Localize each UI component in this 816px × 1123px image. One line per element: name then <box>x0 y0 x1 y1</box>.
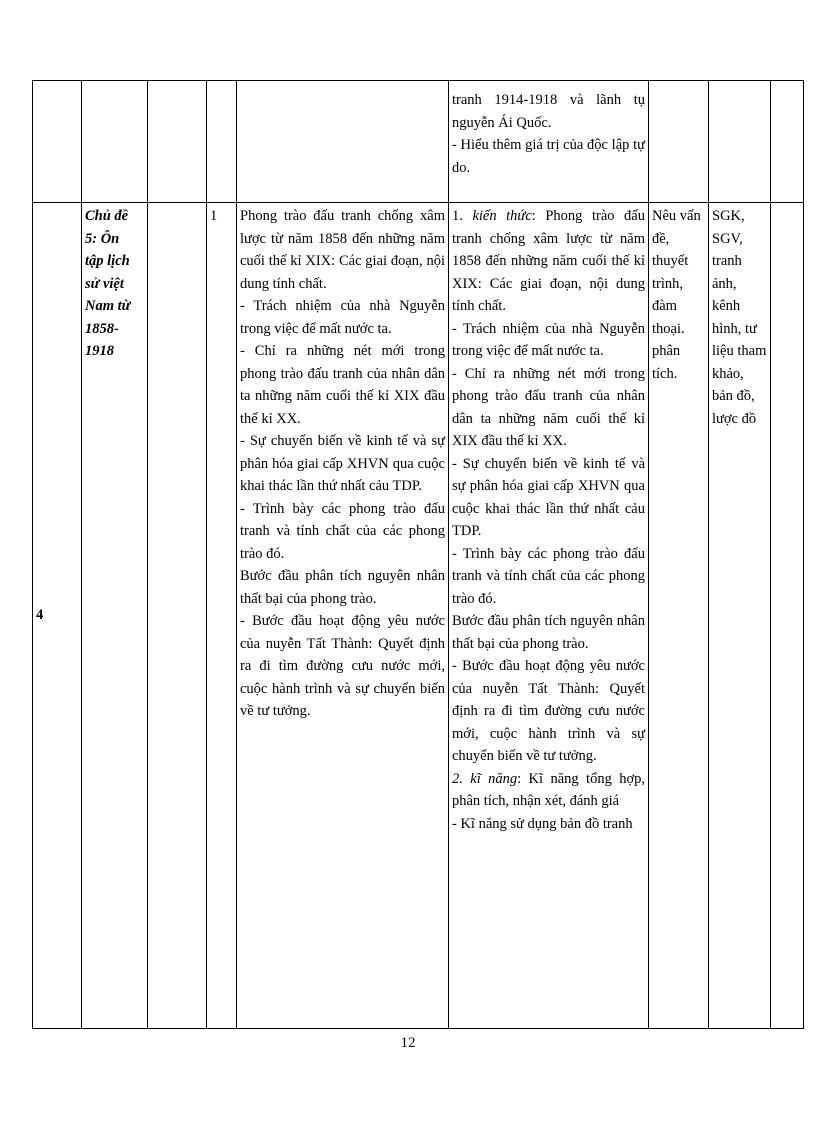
materials-cell <box>709 81 771 203</box>
page-number: 12 <box>400 1035 416 1051</box>
knowledge-label: kiến thức <box>472 208 532 224</box>
topic-cell <box>82 203 148 1029</box>
periods-cell <box>207 81 237 203</box>
objective-line: - Chỉ ra những nét mới trong phong trào đấu tranh của nhân dân ta những năm cuối thế kỉ XIX đầu thế kỉ XX. <box>452 365 645 449</box>
content-line: - Sự chuyển biến về kinh tế và sự phân hóa giai cấp XHVN qua cuộc khai thác lần thứ nhất cảu TDP. <box>240 433 445 494</box>
week-number: 4 <box>33 203 82 1029</box>
knowledge-heading: 1. kiến thức: Phong trào đấu tranh chống xâm lược từ năm 1858 đến những năm cuối thế kỉ XIX: Các giai đoạn, nội dung tính chất. <box>452 208 645 314</box>
objective-line: - Trình bày các phong trào đấu tranh và tính chất của các phong trào đó. <box>452 545 645 607</box>
objective-line: Bước đầu phân tích nguyên nhân thất bại của phong trào. <box>452 613 645 652</box>
methods-cell: Nêu vấn đề, thuyết trình, đàm thoại. phân tích. <box>649 203 709 1029</box>
objective-line: - Bước đầu hoạt động yêu nước của nuyễn Tất Thành: Quyết định ra đi tìm đường cưu nước mới, cuộc hành trình và sự chuyển biến về tư tưởng. <box>452 658 645 764</box>
week-cell <box>33 81 82 203</box>
objective-line: tranh 1914-1918 và lãnh tụ nguyễn Ái Quốc. <box>452 92 645 131</box>
table-row <box>33 203 804 1029</box>
content-cell <box>237 203 449 1029</box>
content-line: - Bước đầu hoạt động yêu nước của nuyễn Tất Thành: Quyết định ra đi tìm đường cưu nước mới, cuộc hành trình và sự chuyển biến về tư tưởng. <box>240 613 445 719</box>
skill-label: 2. kĩ năng <box>452 770 518 787</box>
lesson-plan-table <box>32 80 804 1029</box>
skill-heading: 2. kĩ năng: Kĩ năng tổng hợp, phân tích, nhận xét, đánh giá <box>452 770 645 809</box>
content-line: - Trình bày các phong trào đấu tranh và tính chất của các phong trào đó. <box>240 500 445 562</box>
notes-cell <box>771 203 804 1029</box>
topic-line: 1918 <box>85 343 114 359</box>
content-line: - Chỉ ra những nét mới trong phong trào đấu tranh của nhân dân ta những năm cuối thế kỉ XIX đầu thế kỉ XX. <box>240 343 445 427</box>
topic-cell <box>82 81 148 203</box>
topic-line: Chủ đề <box>85 208 129 224</box>
notes-cell <box>771 81 804 203</box>
content-line: - Trách nhiệm của nhà Nguyễn trong việc để mất nước ta. <box>240 298 445 337</box>
lesson-cell <box>148 203 207 1029</box>
topic-line: 1858- <box>85 320 119 337</box>
objective-line: - Sự chuyển biến về kinh tế và sự phân hóa giai cấp XHVN qua cuộc khai thác lần thứ nhất cảu TDP. <box>452 455 645 539</box>
topic-line: Nam từ <box>85 298 131 314</box>
methods-cell <box>649 81 709 203</box>
topic-line: tập lịch <box>85 253 130 269</box>
objectives-cell <box>449 203 649 1029</box>
materials-cell: SGK, SGV, tranh ảnh, kênh hình, tư liệu tham khảo, bản đồ, lược đồ <box>709 203 771 1029</box>
table-row <box>33 81 804 203</box>
content-line: Phong trào đấu tranh chống xâm lược từ năm 1858 đến những năm cuối thế kỉ XIX: Các giai đoạn, nội dung tính chất. <box>240 208 445 292</box>
topic-line: sử việt <box>85 275 124 292</box>
objective-line: - Trách nhiệm của nhà Nguyễn trong việc để mất nước ta. <box>452 320 645 359</box>
content-line: Bước đầu phân tích nguyên nhân thất bại của phong trào. <box>240 568 445 607</box>
skill-line: - Kĩ năng sử dụng bản đồ tranh <box>452 815 633 832</box>
content-cell <box>237 81 449 203</box>
lesson-cell <box>148 81 207 203</box>
objective-line: - Hiểu thêm giá trị của độc lập tự do. <box>452 137 645 176</box>
topic-line: 5: Ôn <box>85 230 120 247</box>
objectives-cell <box>449 81 649 203</box>
periods-value: 1 <box>207 203 237 1029</box>
